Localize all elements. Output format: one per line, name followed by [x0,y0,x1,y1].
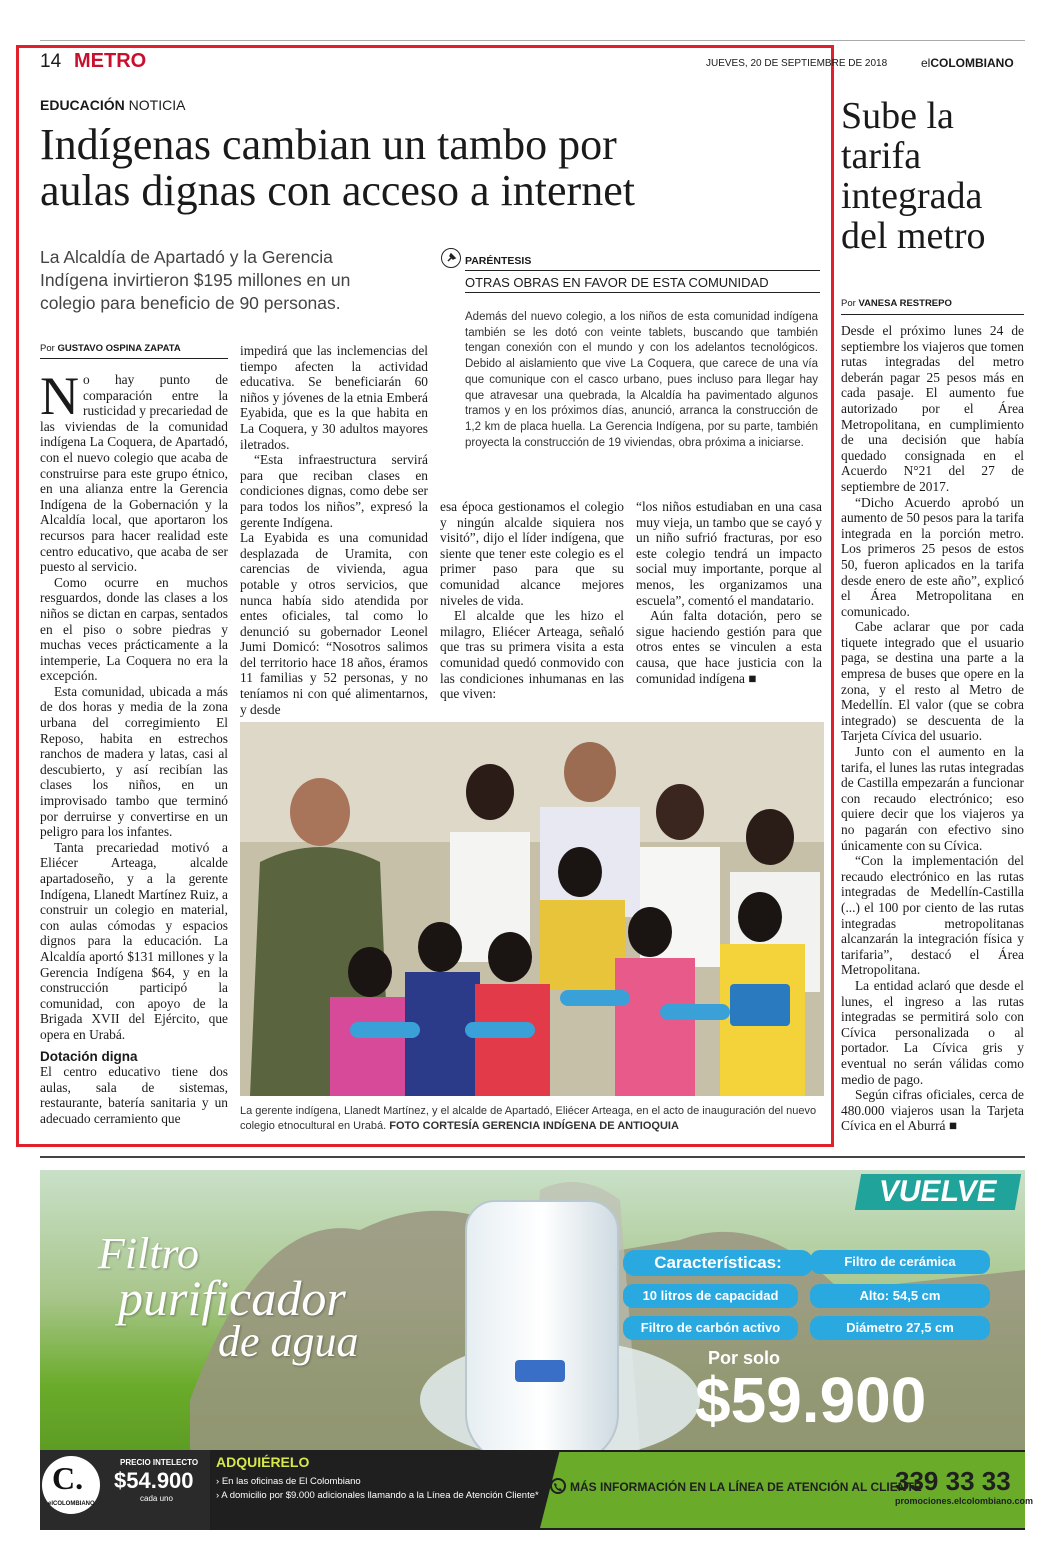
ad-separator [40,1156,1025,1158]
ad-banner[interactable] [40,1170,1034,1530]
price-label: Por solo [708,1348,781,1368]
feature-pill: Alto: 54,5 cm [810,1284,990,1308]
photo-caption: La gerente indígena, Llanedt Martínez, y el alcalde de Apartadó, Eliécer Arteaga, en el acto de inauguración del nuevo colegio etnocultural en Urabá. FOTO CORTESÍA GERENCIA INDÍGENA DE ANTIOQUIA [240,1105,817,1132]
top-rule [40,40,1025,41]
sidebar-byline-rule [841,314,1024,315]
acquire-line-1: › En las oficinas de El Colombiano [216,1476,361,1487]
parentesis-title: OTRAS OBRAS EN FAVOR DE ESTA COMUNIDAD [465,275,769,290]
vuelve-badge: VUELVE [855,1174,1021,1210]
info-text: MÁS INFORMACIÓN EN LA LÍNEA DE ATENCIÓN AL CLIENTE [570,1480,922,1494]
article-photo [240,722,824,1096]
website-link[interactable]: promociones.elcolombiano.com [895,1496,1034,1506]
feature-pill: 10 litros de capacidad [623,1284,798,1308]
parentesis-body: Además del nuevo colegio, a los niños de esta comunidad indígena también se les dotó con veinte tablets, buscando que también tengan conexión con el mundo y con los adelantos tecnológicos. Debido al aislamiento que vive La Coquera, que carece de una vía que comunique con el casco urbano, pues incluso para llegar hay que atravesar una quebrada, la Alcaldía ha pavimentado algunos tramos y en los próximos días, anunció, arranca la construcción de 1,2 km de placa huella. La Gerencia Indígena, por su parte, también proyecta la construcción de 19 viviendas, obra próxima a iniciarse. [465,311,818,449]
intellect-unit: cada uno [140,1494,173,1503]
phone-icon [550,1478,566,1494]
logo-text: elCOLOMBIANO [48,1501,95,1507]
feature-pill: Diámetro 27,5 cm [810,1316,990,1340]
masthead: elCOLOMBIANO [921,56,1014,70]
byline: Por GUSTAVO OSPINA ZAPATA [40,343,181,354]
price: $59.900 [695,1364,927,1436]
subhead: Dotación digna [40,1048,138,1064]
page-title: Indígenas cambian un tambo por aulas dignas con acceso a internet [40,120,635,215]
dropcap: N [40,366,79,426]
article-column-2: impedirá que las inclemencias del tiempo afecten la actividad educativa. Se beneficiarán 60 niños y jóvenes de la etnia Emberá Eyabida, que es la que habita en La Coquera, y 30 adultos mayores iletrados. “Esta infraestructura servirá para que reciban clases en condiciones dignas, como debe ser para todos los niños”, expresó la gerente Indígena. La Eyabida es una comunidad desplazada de Uramita, con carencias de vivienda, agua potable y otros servicios, que nunca había sido atendida por entes oficiales, tal como lo denunció su gobernador Leonel Jumi Domicó: “Nosotros salimos del territorio hace 18 años, éramos 11 familias y 52 personas, y no teníamos ni con qué alimentarnos, y desde [240,343,428,717]
phone-number[interactable]: 339 33 33 [895,1466,1011,1496]
intellect-price: $54.900 [114,1468,194,1493]
parentesis-label: PARÉNTESIS [465,255,532,267]
sidebar-body: Desde el próximo lunes 24 de septiembre los viajeros que tomen rutas integradas del metro deberán pagar 25 pesos más en cada pasaje. El aumento fue autorizado por el Área Metropolitana, en cumplimiento de una decisión que había quedado consignada en el Acuerdo N°21 del 27 de septiembre de 2017. “Dicho Acuerdo aprobó un aumento de 50 pesos para la tarifa integrada en la porción metro. Los primeros 25 pesos de estos 50, fueron aplicados en la tarifa desde enero de este año”, explicó el Área Metropolitana en comunicado. Cabe aclarar que por cada tiquete integrado que el usuario paga, se destina una parte a la empresa de buses que opere en la zona, y el resto al Metro de Medellín. El valor (que se cobra integrado) se descuenta de la Tarjeta Cívica del usuario. Junto con el aumento en la tarifa, el lunes las rutas integradas de Castilla empezarán a funcionar con recaudo electrónico; eso quiere decir que los viajeros ya no pagarán con efectivo sino únicamente con su Cívica. “Con la implementación del recaudo electrónico en las rutas integradas de Medellín-Castilla (...) el 100 por ciento de las rutas integradas metropolitanas alcanzarán la integración física y tarifaria”, destacó el Área Metropolitana. La entidad aclaró que desde el lunes, el ingreso a las rutas integradas se permitirá solo con Cívica personalizada o al portador. La Cívica gris y eventual no serán válidas como medio de pago. Según cifras oficiales, cerca de 480.000 viajeros usan la Tarjeta Cívica en el Aburrá ■ [841,323,1024,1134]
article-column-4: “los niños estudiaban en una casa muy vieja, un tambo que se cayó y un niño sufrió fracturas, por eso este colegio tendrá un impacto social muy importante, porque al menos, les organizamos una escuela”, comentó el mandatario. Aún falta dotación, pero se sigue haciendo gestión para que otros entes se vinculen a esta causa, que hace justicia con la comunidad indígena ■ [636,499,822,686]
kicker: EDUCACIÓN NOTICIA [40,97,186,113]
feature-pill: Filtro de cerámica [810,1250,990,1274]
feature-pill: Filtro de carbón activo [623,1316,798,1340]
page-number: 14 [40,51,62,72]
filter-label [515,1360,565,1382]
issue-date: JUEVES, 20 DE SEPTIEMBRE DE 2018 [706,58,888,69]
article-column-3: esa época gestionamos el colegio y ningún alcalde siquiera nos visitó”, dijo el líder indígena, que siente que tener este colegio es el primer paso para que su comunidad alcance mejores niveles de vida. El alcalde que les hizo el milagro, Eliécer Arteaga, señaló que tras su primera visita a esta comunidad quedó conmovido con las condiciones inhumanas en las que viven: [440,499,624,702]
section-label: METRO [74,50,147,72]
intellect-label: PRECIO INTELECTO [120,1458,199,1467]
ad-title: Filtro purificador de agua [98,1229,359,1366]
features-title: Características: [623,1250,813,1276]
logo-letter: C. [52,1460,84,1496]
parentesis-rule [465,270,820,271]
filter-product [465,1200,619,1464]
acquire-line-2: › A domicilio por $9.000 adicionales llamando a la Línea de Atención Cliente* [216,1490,539,1501]
parentesis-rule-bottom [465,292,820,293]
photo-scene [240,722,824,1096]
article-column-1: No hay punto de comparación entre la rusticidad y precariedad de las viviendas de la comunidad indígena La Coquera, de Apartadó, con el nuevo colegio que acaba de construirse para este grupo étnico, en una alianza entre la Gerencia Indígena de la Gobernación y la Alcaldía local, que aportaron los recursos para hacer realidad este centro educativo, que acaba de ser puesto al servicio. Como ocurre en muchos resguardos, donde las clases a los niños se dictan en carpas, sentados en el piso o sobre piedras y muchas veces prácticamente a la intemperie, La Coquera no era la excepción. Esta comunidad, ubicada a más de dos horas y media de la zona urbana del corregimiento El Reposo, habita en estrechos ranchos de madera y latas, casi al descubierto, y así recibían las clases los niños, en un improvisado tambo que terminó por derruirse y convertirse en un peligro para los infantes. Tanta precariedad motivó a Eliécer Arteaga, alcalde apartadoseño, y a la gerente Indígena, Llanedt Martínez Ruiz, a construir un colegio en material, con aulas cómodas y espacios dignos para la educación. La Alcaldía aportó $131 millones y la Gerencia Indígena $64, y en la construcción participó la comunidad, con apoyo de la Brigada XVII del Ejército, que opera en Urabá. Dotación digna El centro educativo tiene dos aulas, sala de sistemas, restaurante, batería sanitaria y un adecuado cerramiento que [40,366,228,1126]
article-deck: La Alcaldía de Apartadó y la Gerencia Indígena invirtieron $195 millones en un colegio para beneficio de 90 personas. [40,247,351,313]
byline-rule [40,358,228,359]
sidebar-byline: Por VANESA RESTREPO [841,298,952,309]
sidebar-headline: Sube la tarifa integrada del metro [841,95,986,257]
acquire-title: ADQUIÉRELO [216,1454,310,1470]
pin-icon [441,248,461,268]
